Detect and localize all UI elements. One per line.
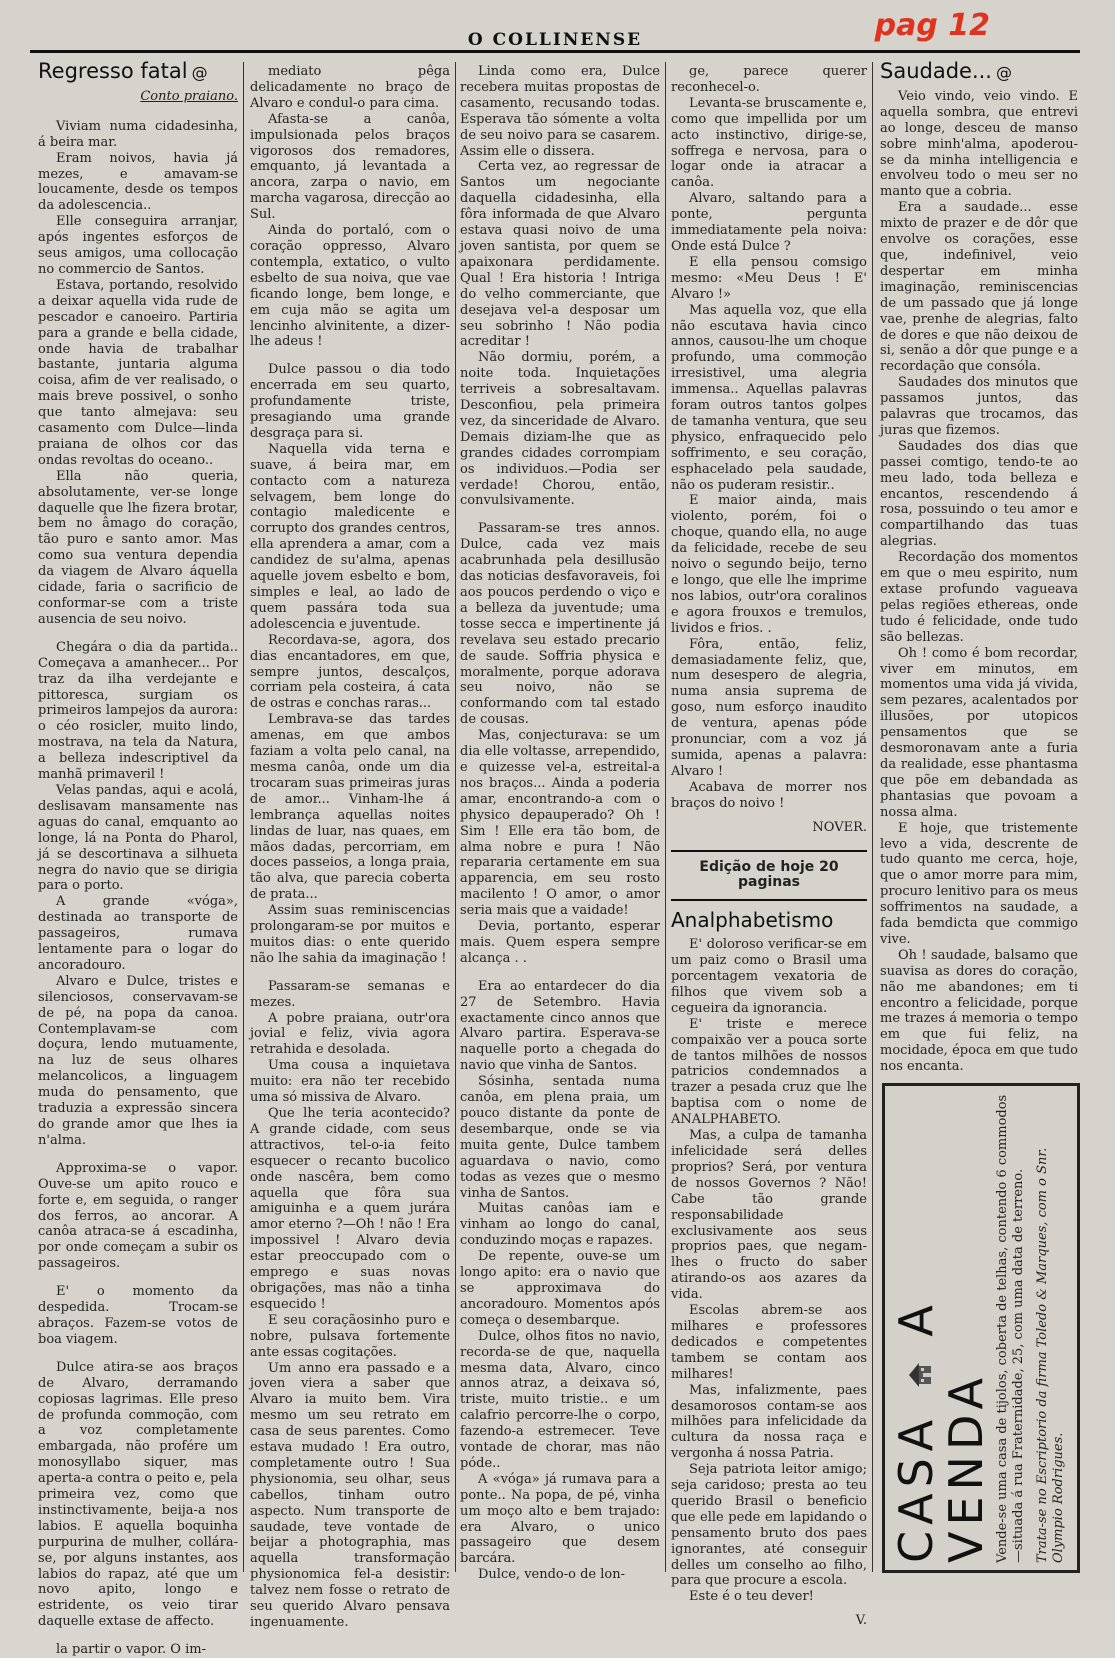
column-divider (665, 62, 666, 1572)
house-icon (907, 1361, 933, 1389)
article-body (671, 937, 867, 1605)
paragraph: Velas pandas, aqui e acolá, deslisavam mansamente nas aguas do canal, emquanto ao longe, lá na Ponta do Pharol, já se descortinava a silhueta negra do navio que se dirigia para o porto. (38, 782, 238, 894)
paragraph: Fôra, então, feliz, demasiadamente feliz, que, num desespero de alegria, numa ansia suprema de goso, num esforço inaudito de ventura, apenas póde pronunciar, com a voz já sumida, apenas a palavra: Alvaro ! (671, 636, 867, 779)
paragraph: E' o momento da despedida. Trocam-se abraços. Fazem-se votos de boa viagem. (38, 1284, 238, 1347)
ornament-icon: @ (995, 63, 1012, 82)
paragraph: Alvaro, saltando para a ponte, pergunta immediatamente pela noiva: Onde está Dulce ? (671, 191, 867, 254)
paragraph: Este é o teu dever! (689, 1589, 814, 1605)
paragraph: Eram noivos, havia já mezes, e amavam-se loucamente, desde os tempos da adolescencia.. (38, 150, 238, 214)
paragraph: Dulce atira-se aos braços de Alvaro, derramando copiosas lagrimas. Elle preso de profunda commoção, com a voz completamente embargada, não profére um monosyllabo siquer, mas aperta-a contra o peito e, pela primeira vez, como que instinctivamente, beija-a nos labios. E aquella boquinha purpurina de mulher, collára-se, por alguns instantes, aos labios do rapaz, até que um novo apito, longo e estridente, os veio tirar daquelle extase de affecto. (38, 1359, 238, 1630)
paragraph: Estava, portando, resolvido a deixar aquella vida rude de pescador e canoeiro. Partiria para a grande e bella cidade, onde havia de trabalhar bastante, juntaria alguma coisa, afim de ver realisado, o mais breve possivel, o sonho que tanto almejava: seu casamento com Dulce—linda praiana de olhos cor das ondas revoltas do oceano.. (38, 277, 238, 468)
article-headline: Analphabetismo (671, 908, 834, 933)
author-signature: NOVER. (812, 819, 867, 835)
paragraph: Passaram-se tres annos. Dulce, cada vez mais acabrunhada pela desillusão das noticias desfavoraveis, foi aos poucos perdendo o viço e a belleza da juventude; uma tosse secca e impertinente já revelava seu estado precario de saude. Soffria physica e moralmente, porque adorava seu noivo, não se conformando com tal estado de cousas. (460, 521, 660, 728)
column-divider (872, 62, 873, 1572)
article-body (250, 64, 450, 1631)
ad-contact: Trata-se no Escriptorio da firma Toledo & Marques, com o Snr. Olympio Rodrigues. (1035, 1147, 1066, 1563)
article-body (460, 64, 660, 1583)
column-divider (243, 62, 244, 1572)
paragraph: Era ao entardecer do dia 27 de Setembro. Havia exactamente cinco annos que Alvaro partira. Esperava-se naquelle porto a chegada do navio que vinha de Santos. (460, 978, 660, 1074)
paragraph: Recordava-se, agora, dos dias encantadores, em que, sempre juntos, descalços, corriam pela costeira, á cata de ostras e conchas raras... (250, 632, 450, 712)
paragraph: Certa vez, ao regressar de Santos um negociante daquella cidadesinha, ella fôra informada de que Alvaro estava quasi noivo de uma joven santista, por quem se apaixonara perdidamente. Qual ! Era historia ! Intriga do velho commerciante, que desejava vel-a desposar um seu sobrinho ! Não podia acreditar ! (460, 159, 660, 350)
paragraph: A «vóga» já rumava para a ponte.. Na popa, de pé, vinha um moço alto e bem trajado: era Alvaro, o unico passageiro que desem barcára. (460, 1471, 660, 1567)
ad-title: CASA A VENDA (889, 1299, 993, 1563)
paragraph: Elle conseguira arranjar, após ingentes esforços de seus amigos, uma collocação no commercio de Santos. (38, 214, 238, 277)
paragraph: Ella não queria, absolutamente, ver-se longe daquelle que lhe fizera brotar, bem no âmago do coração, tão puro e santo amor. Mas como sua ventura dependia da viagem de Alvaro áquella cidade, faria o sacrificio de conformar-se com a triste ausencia de seu noivo. (38, 468, 238, 627)
paragraph: Seja patriota leitor amigo; seja caridoso; presta ao teu querido Brasil o beneficio que elle pede em lapidando o pensamento bruto dos paes ignorantes, até conseguir delles um conselho ao filho, para que procure a escola. (671, 1462, 867, 1589)
article-body (671, 64, 867, 812)
paragraph: Sósinha, sentada numa canôa, em plena praia, um pouco distante da ponte de desembarque, onde se via muita gente, Dulce tambem aguardava o navio, como todas as vezes que o mesmo vinha de Santos. (460, 1074, 660, 1201)
paragraph: E hoje, que tristemente levo a vida, descrente de tudo quanto me cerca, hoje, que o amor morre para mim, procuro lenitivo para os meus soffrimentos na saudade, a fada bemdicta que commigo vive. (880, 820, 1078, 947)
column-divider (455, 62, 456, 1572)
house-for-sale-ad (882, 1083, 1080, 1573)
column-5 (880, 59, 1078, 1075)
paragraph: Recordação dos momentos em que o meu espirito, num extase profundo vagueava pelas regiões ethereas, onde tudo é felicidade, onde tudo são bellezas. (880, 550, 1078, 645)
paragraph: mediato pêga delicadamente no braço de Alvaro e condul-o para cima. (250, 64, 450, 111)
column-3 (460, 64, 660, 1583)
ornament-icon: @ (191, 63, 208, 82)
article-body (38, 119, 238, 1658)
paragraph: Saudades dos dias que passei comtigo, tendo-te ao meu lado, toda belleza e encantos, rescendendo á rosa, possuindo o teu amor e compartilhando das tuas alegrias. (880, 438, 1078, 550)
paragraph: la partir o vapor. O im- (56, 1642, 206, 1658)
paragraph: Afasta-se a canôa, impulsionada pelos braços vigorosos dos remadores, emquanto, já levantada a ancora, zarpa o navio, em marcha vagarosa, direcção ao Sul. (250, 111, 450, 223)
paragraph: Saudades dos minutos que passamos juntos, das palavras que trocamos, das juras que fizemos. (880, 375, 1078, 438)
ad-description: Vende-se uma casa de tijolos, coberta de telhas, contendo 6 commodos—situada á rua Fraternidade, 25, com uma data de terreno. (995, 1094, 1026, 1563)
paragraph: E' triste e merece compaixão ver a pouca sorte de tantos milhões de nossos patricios condemnados a trazer a pesada cruz que lhe baptisa com o nome de ANALPHABETO. (671, 1016, 867, 1128)
paragraph: Levanta-se bruscamente e, como que impellida por um acto instinctivo, dirige-se, soffrega e nervosa, para o logar onde ia atracar a canôa. (671, 95, 867, 191)
paragraph: Veio vindo, veio vindo. E aquella sombra, que entrevi ao longe, desceu de manso sobre minh'alma, apoderou-se da minha intelligencia e envolveu todo o meu ser no manto que a cobria. (880, 88, 1078, 200)
masthead (30, 8, 1080, 52)
paragraph: A grande «vóga», destinada ao transporte de passageiros, rumava lentamente para o logar do ancoradouro. (38, 894, 238, 973)
paragraph: Dulce, vendo-o de lon- (478, 1567, 625, 1583)
paragraph: Não dormiu, porém, a noite toda. Inquietações terriveis a sobresaltavam. Desconfiou, pela primeira vez, da sinceridade de Alvaro. Demais diziam-lhe que as grandes cidades corrompiam os individuos.—Podia ser verdade! Chorou, então, convulsivamente. (460, 350, 660, 509)
paragraph: Uma cousa a inquietava muito: era não ter recebido uma só missiva de Alvaro. (250, 1058, 450, 1106)
article-headline: Regresso fatal @ (38, 59, 208, 83)
paragraph: Passaram-se semanas e mezes. (250, 978, 450, 1010)
paragraph: Dulce passou o dia todo encerrada em seu quarto, profundamente triste, presagiando uma grande desgraça para si. (250, 362, 450, 441)
paragraph: Que lhe teria acontecido? A grande cidade, com seus attractivos, tel-o-ia feito esquecer o recanto bucolico onde nascêra, bem como aquella que fôra sua amiguinha e a quem jurára amor eterno ?—Oh ! não ! Era impossivel ! Alvaro devia estar preoccupado com o emprego e suas novas obrigações, mas não a tinha esquecido ! (250, 1106, 450, 1312)
article-body (880, 89, 1078, 1075)
edition-notice: Edição de hoje 20 paginas (671, 850, 867, 902)
paragraph: Approxima-se o vapor. Ouve-se um apito rouco e forte e, em seguida, o ranger dos ferros, ao ancorar. A canôa atraca-se á escadinha, por onde começam a subir os passageiros. (38, 1160, 238, 1272)
paragraph: Linda como era, Dulce recebera muitas propostas de casamento, recusando todas. Esperava tão sómente a volta de seu noivo para se casarem. Assim elle o dissera. (460, 64, 660, 159)
paragraph: De repente, ouve-se um longo apito: era o navio que se approximava do ancoradouro. Momentos após começa o desembarque. (460, 1249, 660, 1328)
paragraph: Acabava de morrer nos braços do noivo ! (671, 779, 867, 811)
article-subhead: Conto praiano. (140, 88, 238, 104)
paragraph: Viviam numa cidadesinha, á beira mar. (38, 118, 238, 150)
paragraph: E seu coraçãosinho puro e nobre, pulsava fortemente ante essas cogitações. (250, 1312, 450, 1360)
paragraph: Chegára o dia da partida.. Começava a amanhecer... Por traz da ilha verdejante e pittoresca, surgiam os primeiros lampejos da aurora: o céo rosicler, muito lindo, mostrava, na tela da Natura, a belleza indescriptivel da manhã primaveril ! (38, 639, 238, 783)
paragraph: Mas, infalizmente, paes desamorosos contam-se aos milhões para infelicidade da cultura da nossa raça e vergonha á nossa Patria. (671, 1382, 867, 1462)
paragraph: E maior ainda, mais violento, porém, foi o choque, quando ella, no auge da felicidade, recebe de seu noivo o segundo beijo, terno e longo, que elle lhe imprime nos labios, outr'ora coralinos e agora frouxos e tremulos, lividos e frios. . (671, 493, 867, 636)
paragraph: Mas aquella voz, que ella não escutava havia cinco annos, causou-lhe um choque profundo, uma commoção irresistivel, uma alegria immensa.. Aquellas palavras foram outros tantos golpes de tamanha ventura, que seu physico, enfraquecido pelo soffrimento, e seu coração, esphacelado pela saudade, não os puderam resistir.. (671, 302, 867, 493)
ad-rotated-content (891, 1093, 1071, 1563)
paragraph: Alvaro e Dulce, tristes e silenciosos, conservavam-se de pé, na popa da canoa. Contemplavam-se com doçura, lendo mutuamente, na luz de seus olhares melancolicos, a linguagem muda do pensamento, que traduzia a expressão sincera do grande amor que lhes ia n'alma. (38, 973, 238, 1148)
paragraph: E ella pensou comsigo mesmo: «Meu Deus ! E' Alvaro !» (671, 254, 867, 302)
paragraph: Mas, a culpa de tamanha infelicidade será delles proprios? Será, por ventura de nossos Governos ? Não! Cabe tão grande responsabilidade exclusivamente aos seus proprios paes, que negam-lhes o fructo do saber atirando-os aos azares da vida. (671, 1128, 867, 1303)
column-2 (250, 64, 450, 1630)
paragraph: ge, parece querer reconhecel-o. (671, 64, 867, 95)
paragraph: Muitas canôas iam e vinham ao longo do canal, conduzindo moças e rapazes. (460, 1201, 660, 1249)
paragraph: Um anno era passado e a joven viera a saber que Alvaro ia muito bem. Vira mesmo um seu retrato em casa de seus parentes. Como estava mudado ! Era outro, completamente outro ! Sua physionomia, seu olhar, seus cabellos, tinham outro aspecto. Num transporte de saudade, teve vontade de beijar a photographia, mas aquella transformação physionomica fel-a desistir: talvez nem fosse o retrato de seu querido Alvaro pensava ingenuamente. (250, 1360, 450, 1630)
paragraph: Oh ! saudade, balsamo que suavisa as dores do coração, não me abandones; em ti encontro a felicidade, porque me trazes á memoria o tempo em que fui feliz, na mocidade, época em que tudo nos encanta. (880, 947, 1078, 1075)
paragraph: Lembrava-se das tardes amenas, em que ambos faziam a volta pelo canal, na mesma canôa, onde um dia trocaram suas primeiras juras de amor... Vinham-lhe á lembrança aquellas noites lindas de luar, nas quaes, em mãos dadas, percorriam, em doces passeios, a longa praia, tão alva, que parecia coberta de prata... (250, 712, 450, 903)
paragraph: Oh ! como é bom recordar, viver em minutos, em momentos uma vida já vivida, sem pezares, acalentados por illusões, por utopicos pensamentos que se desmoronavam ante a furia da realidade, esse phantasma que põe em debandada as phantasias que povoam a nossa alma. (880, 645, 1078, 820)
paragraph: E' doloroso verificar-se em um paiz como o Brasil uma porcentagem vexatoria de filhos que vivem sob a cegueira da ignorancia. (671, 937, 867, 1016)
paragraph: Ainda do portaló, com o coração oppresso, Alvaro contempla, extatico, o vulto esbelto de sua noiva, que vae ficando longe, bem longe, e em cuja mão se agita um lencinho alvinitente, a dizer-lhe adeus ! (250, 223, 450, 350)
paragraph: Dulce, olhos fitos no navio, recorda-se de que, naquella mesma data, Alvaro, cinco annos atraz, a deixava só, triste, muito tristie.. e um calafrio percorre-lhe o corpo, fazendo-a estremecer. Teve vontade de chorar, mas não póde.. (460, 1328, 660, 1471)
paragraph: Mas, conjecturava: se um dia elle voltasse, arrependido, e quizesse vel-a, estreital-a nos braços... Ainda a poderia amar, encontrando-a com o physico depauperado? Oh ! Sim ! Elle era tão bom, de alma nobre e pura ! Não repararia certamente em sua apparencia, em seu rosto macilento ! O amor, o amor seria mais que a vaidade! (460, 728, 660, 919)
paragraph: Escolas abrem-se aos milhares e professores dedicados e competentes tambem se contam aos milhares! (671, 1303, 867, 1382)
author-signature: V. (855, 1613, 867, 1629)
paragraph: A pobre praiana, outr'ora jovial e feliz, vivia agora retrahida e desolada. (250, 1010, 450, 1058)
column-1 (38, 59, 238, 1658)
paragraph: Naquella vida terna e suave, á beira mar, em contacto com a natureza selvagem, bem longe do contagio maledicente e corrupto dos grandes centros, ella aprendera a amar, com a candidez de su'alma, apenas aquelle jovem esbelto e bom, simples e leal, ao lado de quem passára toda sua adolescencia e juventude. (250, 441, 450, 632)
masthead-rule (30, 50, 1080, 53)
paragraph: Devia, portanto, esperar mais. Quem espera sempre alcança . . (460, 919, 660, 966)
paragraph: Era a saudade... esse mixto de prazer e de dôr que envolve os corações, esse que, indefinivel, veio despertar em minha imaginação, reminiscencias de um passado que já longe vae, prenhe de alegrias, falto de dores e que não deixou de si, senão a dôr que punge e a recordação que consóla. (880, 200, 1078, 375)
page-number-stamp: pag 12 (874, 8, 990, 43)
article-headline: Saudade... @ (880, 59, 1012, 83)
column-4 (671, 64, 867, 1629)
newspaper-title: O COLLINENSE (467, 30, 643, 50)
paragraph: Assim suas reminiscencias prolongaram-se por muitos e muitos dias: o ente querido não lhe sahia da imaginação ! (250, 903, 450, 966)
